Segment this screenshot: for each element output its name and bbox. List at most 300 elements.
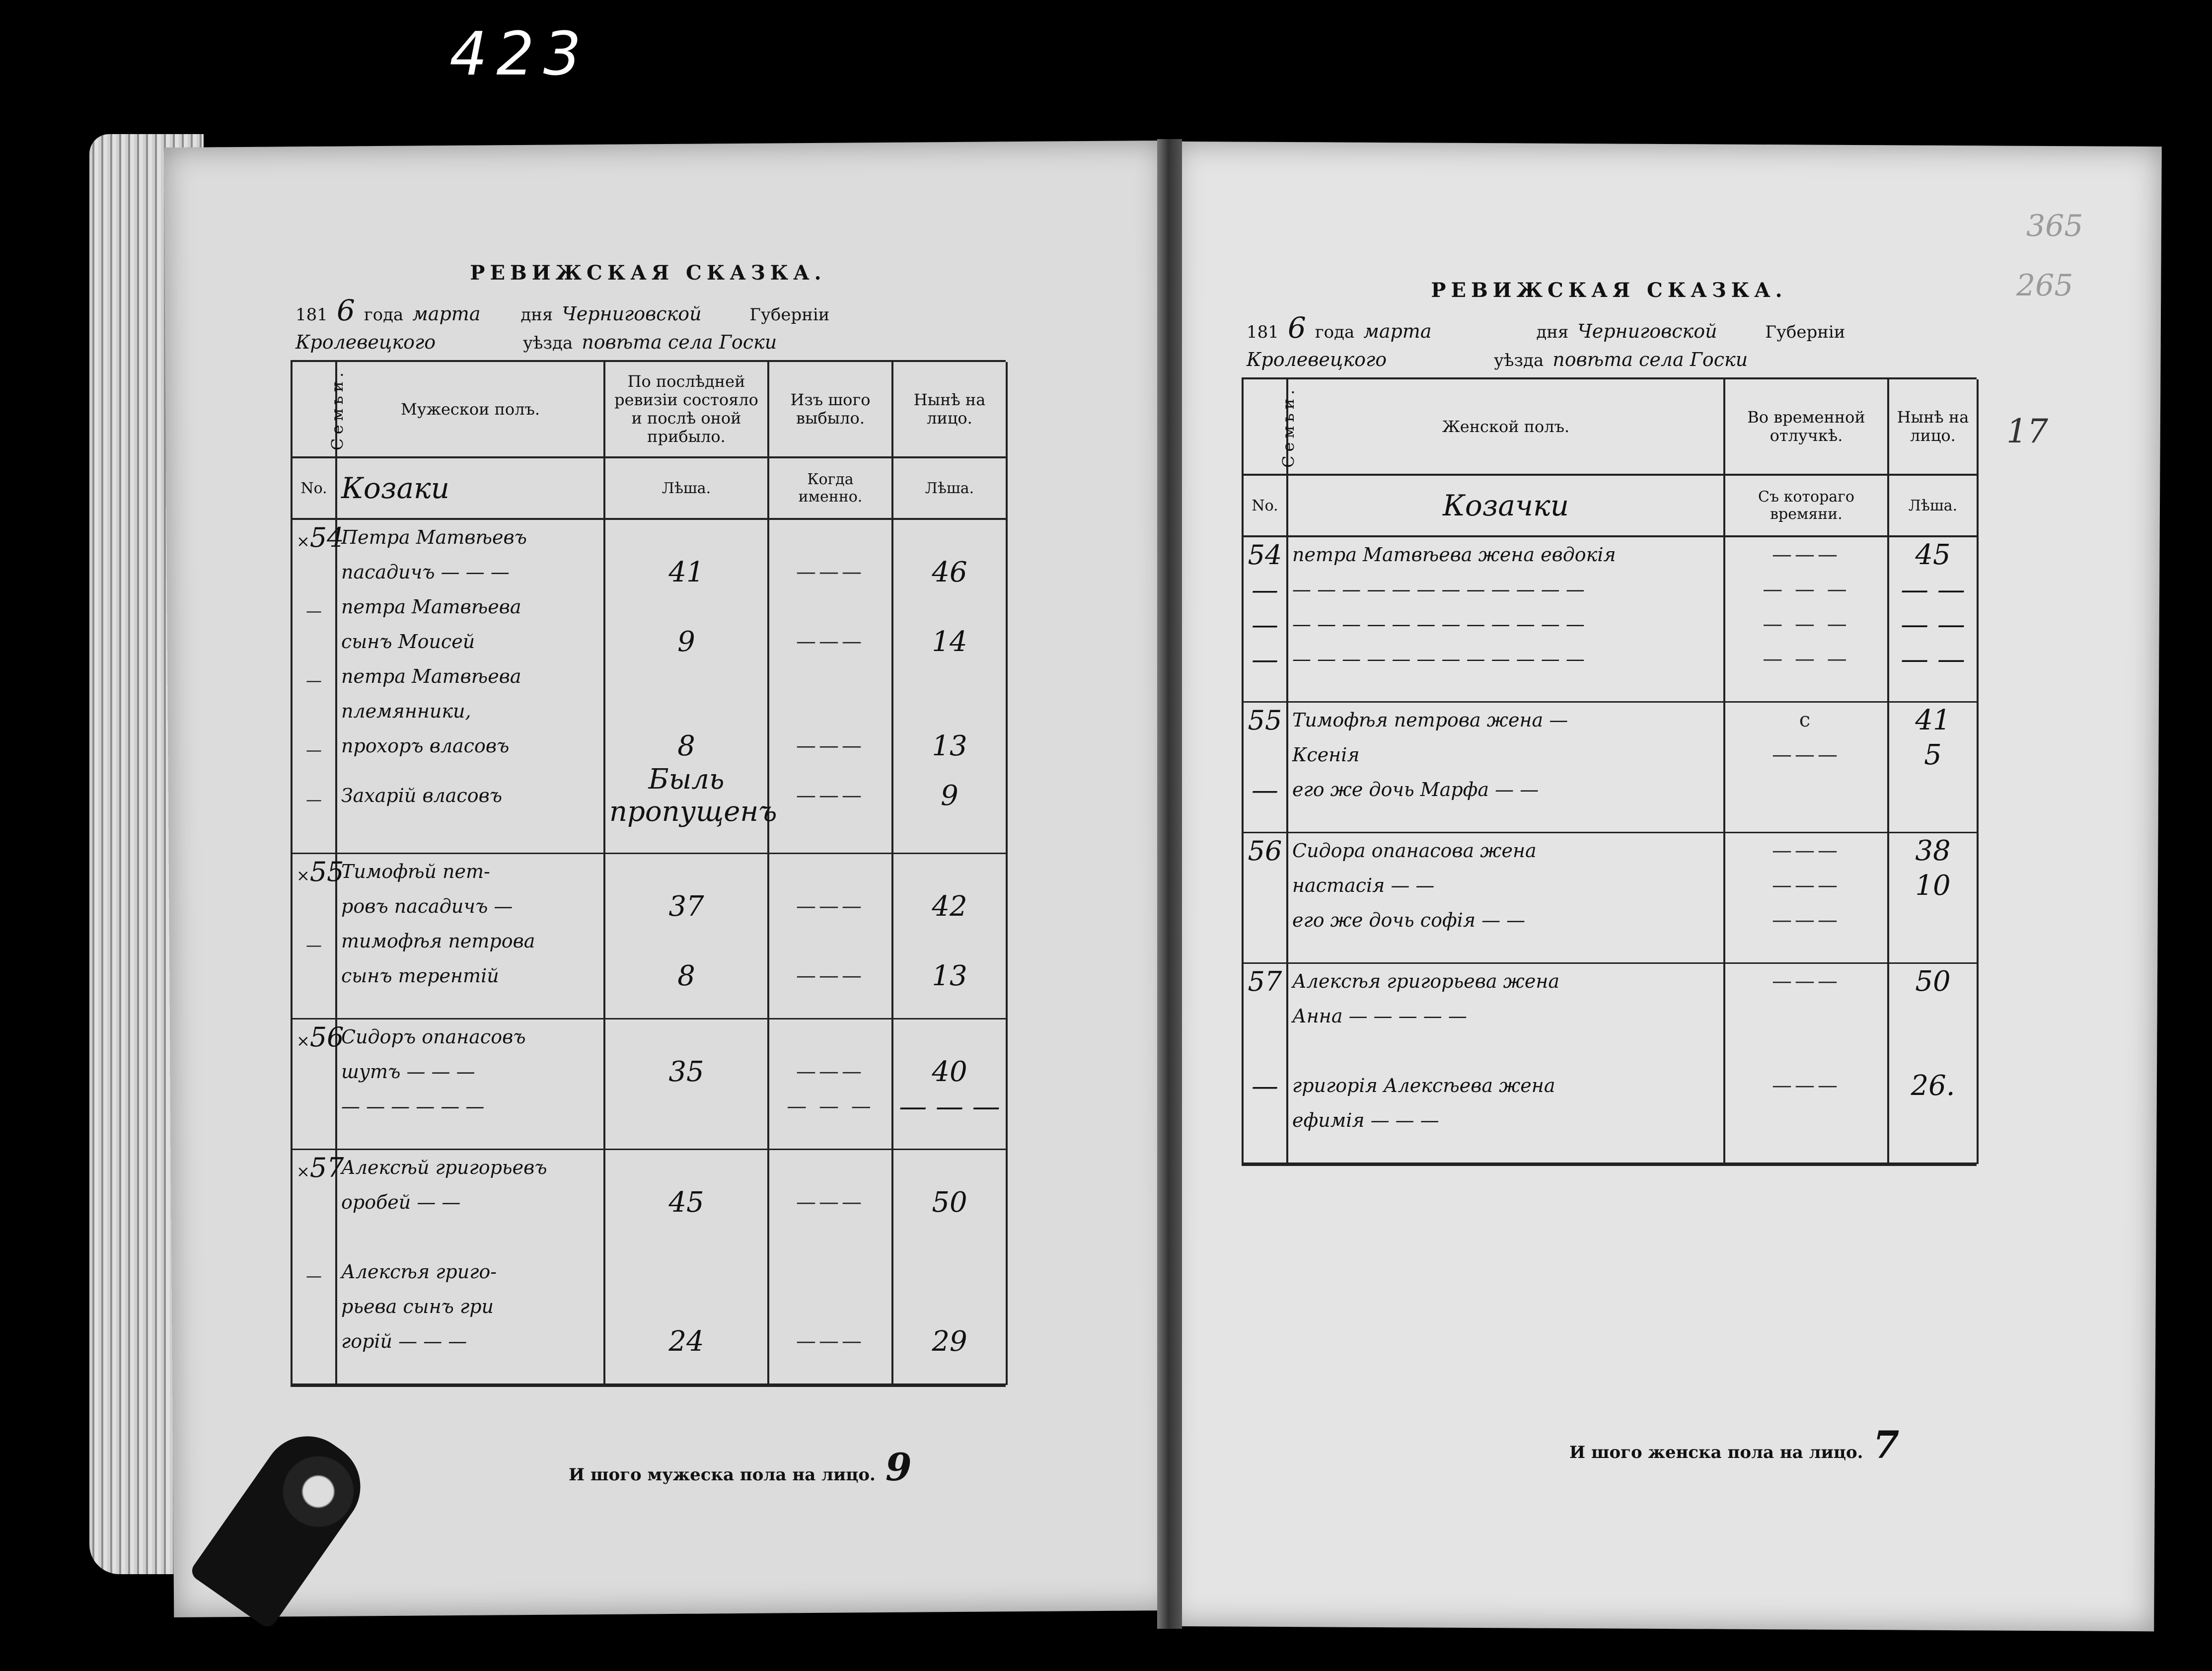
current-age: 50 bbox=[892, 1185, 1007, 1220]
word-year: года bbox=[364, 305, 404, 325]
estate-hand: Козаки bbox=[336, 457, 604, 519]
family-separator bbox=[292, 1124, 1007, 1150]
current-age: 9 bbox=[892, 763, 1007, 828]
name-cell: рьева сынъ гри bbox=[336, 1289, 604, 1324]
current-age bbox=[892, 1019, 1007, 1055]
current-age: 42 bbox=[892, 889, 1007, 924]
left-since-cell bbox=[768, 854, 892, 889]
table-row bbox=[292, 1185, 1007, 1220]
year-digit: 6 bbox=[1287, 311, 1306, 345]
name-cell: шутъ — — — bbox=[336, 1054, 604, 1089]
table-row bbox=[1243, 1068, 1978, 1103]
family-number-cell bbox=[292, 519, 344, 555]
left-since-cell: ——— bbox=[768, 889, 892, 924]
left-since-cell bbox=[768, 924, 892, 958]
family-number: 56 bbox=[309, 1021, 344, 1053]
word-day: дня bbox=[1536, 322, 1569, 342]
table-row bbox=[292, 924, 1007, 958]
table-row bbox=[292, 1254, 1007, 1289]
family-number: 55 bbox=[1243, 702, 1287, 738]
family-number-cell bbox=[292, 555, 336, 589]
left-since-cell: — — — bbox=[768, 1089, 892, 1124]
current-age: — — bbox=[1888, 642, 1978, 676]
family-separator bbox=[1243, 676, 1978, 702]
uezd-hand: Кролевецкого bbox=[1247, 349, 1387, 370]
family-number: — bbox=[1243, 572, 1287, 607]
female-total-value: 7 bbox=[1873, 1423, 1900, 1467]
female-table bbox=[1242, 379, 1979, 1164]
header-date-line bbox=[1242, 311, 1977, 345]
book-spine bbox=[1157, 139, 1182, 1629]
family-number: — bbox=[1243, 642, 1287, 676]
table-row bbox=[1243, 1033, 1978, 1068]
left-revision-form bbox=[291, 248, 1006, 1489]
separator-cell bbox=[1888, 938, 1978, 963]
table-row bbox=[292, 1324, 1007, 1359]
separator-cell bbox=[1243, 938, 1287, 963]
table-row bbox=[1243, 702, 1978, 738]
tally-mark: — bbox=[306, 935, 322, 954]
family-number bbox=[1243, 1033, 1287, 1068]
name-cell: племянники, bbox=[336, 694, 604, 728]
gubernia-hand: Черниговской bbox=[562, 303, 702, 325]
word-year: года bbox=[1315, 322, 1355, 342]
sub-years2: Лѣша. bbox=[892, 457, 1007, 519]
table-row bbox=[1243, 868, 1978, 903]
separator-cell bbox=[336, 1124, 604, 1150]
family-number: 57 bbox=[309, 1152, 344, 1183]
name-cell: Тимофѣй пет- bbox=[336, 854, 604, 889]
table-row bbox=[292, 1054, 1007, 1089]
current-age: 38 bbox=[1888, 833, 1978, 869]
year-prefix: 181 bbox=[295, 305, 328, 325]
family-number-cell bbox=[292, 924, 336, 958]
col-absence: Во временной отлучкѣ. bbox=[1724, 379, 1888, 475]
separator-cell bbox=[336, 1359, 604, 1384]
left-since-cell bbox=[768, 589, 892, 624]
word-gubernia: Губерніи bbox=[1765, 322, 1845, 342]
separator-cell bbox=[768, 993, 892, 1019]
current-age: 13 bbox=[892, 958, 1007, 993]
current-age: 10 bbox=[1888, 868, 1978, 903]
last-revision-age bbox=[604, 694, 768, 728]
separator-cell bbox=[768, 1359, 892, 1384]
family-number: 57 bbox=[1243, 963, 1287, 999]
male-total-label: И шого мужеска пола на лицо. bbox=[569, 1465, 876, 1485]
header-date-line bbox=[291, 293, 1006, 327]
female-total bbox=[1569, 1423, 1899, 1467]
current-age bbox=[892, 854, 1007, 889]
table-row bbox=[1243, 833, 1978, 869]
family-number-cell bbox=[292, 1054, 336, 1089]
col-now: Нынѣ на лицо. bbox=[1888, 379, 1978, 475]
last-revision-age bbox=[604, 1254, 768, 1289]
name-cell: — — — — — — bbox=[336, 1089, 604, 1124]
absence-cell bbox=[1724, 999, 1888, 1033]
table-row bbox=[292, 589, 1007, 624]
word-gubernia: Губерніи bbox=[749, 305, 830, 325]
table-row bbox=[1243, 1103, 1978, 1138]
separator-cell bbox=[1287, 807, 1724, 833]
last-revision-age bbox=[604, 1289, 768, 1324]
place-hand: повѣта села Госки bbox=[582, 331, 777, 353]
table-row bbox=[292, 519, 1007, 555]
family-separator bbox=[292, 828, 1007, 854]
place-hand: повѣта села Госки bbox=[1552, 349, 1748, 370]
header-place-line bbox=[1242, 349, 1977, 370]
family-number-cell bbox=[292, 763, 336, 828]
separator-cell bbox=[1287, 676, 1724, 702]
female-total-label: И шого женска пола на лицо. bbox=[1569, 1443, 1863, 1462]
table-row bbox=[292, 728, 1007, 763]
absence-cell: — — — bbox=[1724, 572, 1888, 607]
table-row bbox=[1243, 572, 1978, 607]
last-revision-age bbox=[604, 589, 768, 624]
table-row bbox=[1243, 642, 1978, 676]
tally-mark: — bbox=[306, 790, 322, 809]
family-number bbox=[1243, 1103, 1287, 1138]
last-revision-age: 45 bbox=[604, 1185, 768, 1220]
last-revision-age: 24 bbox=[604, 1324, 768, 1359]
tally-mark: — bbox=[306, 670, 322, 690]
name-cell: — — — — — — — — — — — — bbox=[1287, 642, 1724, 676]
gubernia-hand: Черниговской bbox=[1577, 320, 1717, 342]
family-number-cell bbox=[292, 659, 336, 694]
table-row bbox=[292, 958, 1007, 993]
header-place-line bbox=[291, 331, 1006, 353]
table-row bbox=[292, 694, 1007, 728]
current-age: 14 bbox=[892, 624, 1007, 659]
form-title: РЕВИЖСКАЯ СКАЗКА. bbox=[470, 261, 826, 285]
col-now: Нынѣ на лицо. bbox=[892, 362, 1007, 457]
separator-cell bbox=[1888, 676, 1978, 702]
uezd-hand: Кролевецкого bbox=[295, 331, 436, 353]
current-age bbox=[892, 659, 1007, 694]
table-row bbox=[292, 659, 1007, 694]
year-prefix: 181 bbox=[1247, 322, 1279, 342]
current-age: — — bbox=[1888, 572, 1978, 607]
separator-cell bbox=[892, 1359, 1007, 1384]
tally-mark: — bbox=[306, 740, 322, 759]
family-separator bbox=[1243, 807, 1978, 833]
separator-cell bbox=[336, 993, 604, 1019]
name-cell: Сидора опанасова жена bbox=[1287, 833, 1724, 869]
current-age: 26. bbox=[1888, 1068, 1978, 1103]
tally-mark: — bbox=[306, 601, 322, 620]
left-since-cell: ——— bbox=[768, 624, 892, 659]
table-row bbox=[292, 624, 1007, 659]
table-row bbox=[1243, 963, 1978, 999]
absence-cell: с bbox=[1724, 702, 1888, 738]
table-row bbox=[1243, 607, 1978, 642]
table-row bbox=[1243, 903, 1978, 938]
name-cell: настасія — — bbox=[1287, 868, 1724, 903]
absence-cell bbox=[1724, 1103, 1888, 1138]
male-table bbox=[291, 362, 1008, 1385]
current-age: 45 bbox=[1888, 536, 1978, 572]
name-cell: прохоръ власовъ bbox=[336, 728, 604, 763]
separator-cell bbox=[604, 993, 768, 1019]
current-age bbox=[1888, 999, 1978, 1033]
name-cell: сынъ терентій bbox=[336, 958, 604, 993]
col-left-since: Изъ шого выбыло. bbox=[768, 362, 892, 457]
separator-cell bbox=[604, 828, 768, 854]
left-since-cell bbox=[768, 659, 892, 694]
separator-cell bbox=[604, 1359, 768, 1384]
current-age bbox=[892, 1150, 1007, 1185]
last-revision-age bbox=[604, 924, 768, 958]
family-number bbox=[1243, 868, 1287, 903]
separator-cell bbox=[292, 993, 336, 1019]
separator-cell bbox=[768, 828, 892, 854]
separator-cell bbox=[768, 1124, 892, 1150]
current-age bbox=[892, 694, 1007, 728]
name-cell: тимофѣя петрова bbox=[336, 924, 604, 958]
family-number: 54 bbox=[1243, 536, 1287, 572]
current-age bbox=[892, 519, 1007, 555]
left-since-cell bbox=[768, 519, 892, 555]
year-digit: 6 bbox=[336, 293, 355, 327]
left-since-cell bbox=[768, 694, 892, 728]
name-cell: оробей — — bbox=[336, 1185, 604, 1220]
separator-cell bbox=[1724, 1138, 1888, 1163]
family-separator bbox=[1243, 1138, 1978, 1163]
col-last-revision: По послѣдней ревизіи состояло и послѣ оной прибыло. bbox=[604, 362, 768, 457]
family-number-cell bbox=[292, 589, 336, 624]
name-cell: сынъ Моисей bbox=[336, 624, 604, 659]
tally-mark: × bbox=[296, 1162, 310, 1181]
word-uezd: уѣзда bbox=[1494, 351, 1544, 370]
last-revision-age bbox=[604, 1089, 768, 1124]
family-number: — bbox=[1243, 772, 1287, 807]
name-cell: петра Матвѣева bbox=[336, 589, 604, 624]
absence-cell: ——— bbox=[1724, 903, 1888, 938]
current-age bbox=[892, 589, 1007, 624]
left-since-cell: ——— bbox=[768, 763, 892, 828]
name-cell: ровъ пасадичъ — bbox=[336, 889, 604, 924]
sub-years: Лѣша. bbox=[1888, 475, 1978, 536]
name-cell: Тимофѣя петрова жена — bbox=[1287, 702, 1724, 738]
family-number-cell bbox=[292, 1185, 336, 1220]
separator-cell bbox=[292, 1124, 336, 1150]
current-age bbox=[892, 924, 1007, 958]
current-age: 29 bbox=[892, 1324, 1007, 1359]
separator-cell bbox=[1287, 938, 1724, 963]
family-number-cell bbox=[292, 958, 336, 993]
table-row bbox=[292, 889, 1007, 924]
last-revision-age: 41 bbox=[604, 555, 768, 589]
absence-cell: ——— bbox=[1724, 833, 1888, 869]
separator-cell bbox=[892, 1124, 1007, 1150]
left-since-cell: ——— bbox=[768, 958, 892, 993]
name-cell: Петра Матвѣевъ bbox=[336, 519, 604, 555]
last-revision-age: 8 bbox=[604, 958, 768, 993]
current-age bbox=[892, 1220, 1007, 1254]
current-age bbox=[1888, 1103, 1978, 1138]
male-total bbox=[569, 1445, 912, 1489]
name-cell: — — — — — — — — — — — — bbox=[1287, 607, 1724, 642]
sub-years1: Лѣша. bbox=[604, 457, 768, 519]
left-since-cell bbox=[768, 1289, 892, 1324]
name-cell: петра Матвѣева жена евдокія bbox=[1287, 536, 1724, 572]
separator-cell bbox=[1724, 938, 1888, 963]
last-revision-age: 37 bbox=[604, 889, 768, 924]
family-number-cell bbox=[292, 1089, 336, 1124]
family-number: — bbox=[1243, 1068, 1287, 1103]
family-number-cell bbox=[292, 624, 336, 659]
family-separator bbox=[292, 1359, 1007, 1384]
left-since-cell bbox=[768, 1220, 892, 1254]
separator-cell bbox=[1287, 1138, 1724, 1163]
sub-no: No. bbox=[1243, 475, 1287, 536]
current-age: — — — bbox=[892, 1089, 1007, 1124]
separator-cell bbox=[1243, 1138, 1287, 1163]
last-revision-age: 8 bbox=[604, 728, 768, 763]
tally-mark: — bbox=[306, 1266, 322, 1285]
table-row bbox=[292, 1150, 1007, 1185]
name-cell: Анна — — — — — bbox=[1287, 999, 1724, 1033]
family-number-cell bbox=[292, 694, 336, 728]
name-cell bbox=[336, 1220, 604, 1254]
col-female: Женской полъ. bbox=[1287, 379, 1724, 475]
left-since-cell bbox=[768, 1150, 892, 1185]
table-row bbox=[292, 763, 1007, 828]
page-number-crossed: 365 bbox=[2026, 209, 2083, 243]
left-since-cell bbox=[768, 1254, 892, 1289]
absence-cell: ——— bbox=[1724, 868, 1888, 903]
current-age: — — bbox=[1888, 607, 1978, 642]
table-row bbox=[292, 555, 1007, 589]
separator-cell bbox=[1724, 807, 1888, 833]
table-row bbox=[292, 854, 1007, 889]
table-row bbox=[1243, 536, 1978, 572]
separator-cell bbox=[1888, 1138, 1978, 1163]
table-row bbox=[1243, 737, 1978, 772]
family-separator bbox=[292, 993, 1007, 1019]
last-revision-age: 9 bbox=[604, 624, 768, 659]
female-rows bbox=[1243, 536, 1978, 1163]
last-revision-age: 35 bbox=[604, 1054, 768, 1089]
left-since-cell: ——— bbox=[768, 1054, 892, 1089]
name-cell: пасадичъ — — — bbox=[336, 555, 604, 589]
left-since-cell: ——— bbox=[768, 728, 892, 763]
separator-cell bbox=[1724, 676, 1888, 702]
current-age: 41 bbox=[1888, 702, 1978, 738]
family-number bbox=[1243, 999, 1287, 1033]
name-cell: — — — — — — — — — — — — bbox=[1287, 572, 1724, 607]
family-number-cell bbox=[292, 889, 336, 924]
col-male: Мужескои полъ. bbox=[336, 362, 604, 457]
family-number: 56 bbox=[1243, 833, 1287, 869]
table-row bbox=[292, 1289, 1007, 1324]
family-number bbox=[1243, 903, 1287, 938]
separator-cell bbox=[292, 828, 336, 854]
sub-when: Когда именно. bbox=[768, 457, 892, 519]
col-families: Семьи. bbox=[1243, 379, 1287, 475]
family-number-cell bbox=[292, 1019, 344, 1055]
separator-cell bbox=[892, 828, 1007, 854]
absence-cell: ——— bbox=[1724, 1068, 1888, 1103]
name-cell: Сидоръ опанасовъ bbox=[336, 1019, 604, 1055]
left-since-cell: ——— bbox=[768, 555, 892, 589]
name-cell: петра Матвѣева bbox=[336, 659, 604, 694]
name-cell: ефимія — — — bbox=[1287, 1103, 1724, 1138]
name-cell: его же дочь софія — — bbox=[1287, 903, 1724, 938]
last-revision-age bbox=[604, 519, 768, 555]
current-age: 5 bbox=[1888, 737, 1978, 772]
word-day: дня bbox=[520, 305, 553, 325]
family-number-cell bbox=[292, 1324, 336, 1359]
separator-cell bbox=[1243, 676, 1287, 702]
absence-cell: — — — bbox=[1724, 607, 1888, 642]
absence-cell: ——— bbox=[1724, 536, 1888, 572]
table-row bbox=[1243, 999, 1978, 1033]
separator-cell bbox=[336, 828, 604, 854]
left-since-cell: ——— bbox=[768, 1324, 892, 1359]
table-row bbox=[292, 1089, 1007, 1124]
current-age bbox=[1888, 1033, 1978, 1068]
family-number: 54 bbox=[309, 521, 344, 553]
name-cell: горій — — — bbox=[336, 1324, 604, 1359]
last-revision-age bbox=[604, 1150, 768, 1185]
month-hand: марта bbox=[412, 303, 481, 325]
family-number-cell bbox=[292, 1254, 336, 1289]
tally-mark: × bbox=[296, 866, 310, 885]
last-revision-age bbox=[604, 1019, 768, 1055]
name-cell: Захарій власовъ bbox=[336, 763, 604, 828]
absence-cell: — — — bbox=[1724, 642, 1888, 676]
sub-since: Съ котораго времяни. bbox=[1724, 475, 1888, 536]
name-cell: его же дочь Марфа — — bbox=[1287, 772, 1724, 807]
tally-mark: × bbox=[296, 531, 310, 551]
current-age bbox=[1888, 772, 1978, 807]
left-since-cell bbox=[768, 1019, 892, 1055]
current-age bbox=[892, 1254, 1007, 1289]
family-number-cell bbox=[292, 854, 344, 889]
separator-cell bbox=[892, 993, 1007, 1019]
male-rows bbox=[292, 519, 1007, 1384]
current-age: 46 bbox=[892, 555, 1007, 589]
right-revision-form bbox=[1242, 266, 1977, 1467]
absence-cell bbox=[1724, 1033, 1888, 1068]
absence-cell: ——— bbox=[1724, 737, 1888, 772]
family-separator bbox=[1243, 938, 1978, 963]
sub-no: No. bbox=[292, 457, 336, 519]
page-number: 265 bbox=[2016, 268, 2073, 303]
name-cell: Алексѣя григорьева жена bbox=[1287, 963, 1724, 999]
current-age: 50 bbox=[1888, 963, 1978, 999]
current-age bbox=[892, 1289, 1007, 1324]
separator-cell bbox=[1888, 807, 1978, 833]
margin-note: 17 bbox=[2006, 412, 2048, 450]
month-hand: марта bbox=[1363, 320, 1432, 342]
current-age: 40 bbox=[892, 1054, 1007, 1089]
family-number-cell bbox=[292, 1220, 336, 1254]
family-number bbox=[1243, 737, 1287, 772]
frame-number: 423 bbox=[449, 20, 590, 89]
separator-cell bbox=[292, 1359, 336, 1384]
current-age: 13 bbox=[892, 728, 1007, 763]
separator-cell bbox=[604, 1124, 768, 1150]
absence-cell: ——— bbox=[1724, 963, 1888, 999]
family-number: 55 bbox=[309, 856, 344, 887]
name-cell: Ксенія bbox=[1287, 737, 1724, 772]
name-cell: Алексѣя григо- bbox=[336, 1254, 604, 1289]
current-age bbox=[1888, 903, 1978, 938]
family-number-cell bbox=[292, 728, 336, 763]
separator-cell bbox=[1243, 807, 1287, 833]
last-revision-age: Быль пропущенъ bbox=[604, 763, 768, 828]
